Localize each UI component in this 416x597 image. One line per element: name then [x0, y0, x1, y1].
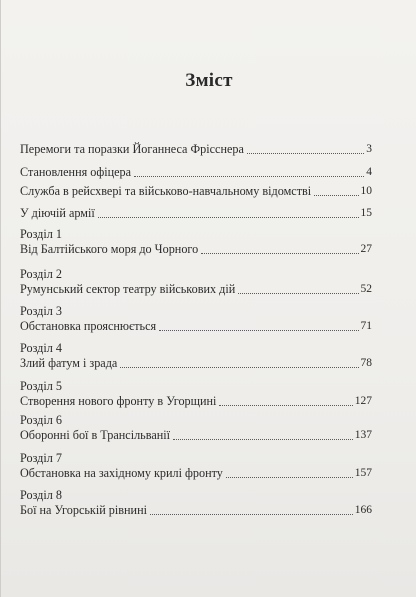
toc-entry — [20, 142, 372, 157]
toc-entry — [20, 341, 372, 371]
toc-entry-title: Бої на Угорській рівнині — [20, 503, 147, 517]
chapter-label: Розділ 8 — [20, 488, 62, 502]
leader-dots — [247, 152, 364, 154]
leader-dots — [226, 476, 353, 478]
chapter-label: Розділ 7 — [20, 451, 62, 465]
toc-entry — [20, 267, 372, 297]
toc-page-number: 166 — [354, 504, 372, 516]
chapter-label: Розділ 6 — [20, 413, 62, 427]
toc-entry — [20, 413, 372, 443]
toc-entry-title: Оборонні бої в Трансільванії — [20, 428, 171, 442]
leader-dots — [314, 194, 358, 196]
toc-page-number: 15 — [360, 207, 372, 219]
leader-dots — [150, 513, 353, 515]
toc-page-number: 3 — [366, 143, 372, 155]
toc-page-number: 157 — [354, 467, 372, 479]
toc-page-number: 78 — [360, 357, 372, 369]
chapter-label: Розділ 3 — [20, 304, 62, 318]
leader-dots — [238, 292, 358, 294]
leader-dots — [120, 366, 358, 368]
chapter-label: Розділ 5 — [20, 379, 62, 393]
toc-entry-title: Обстановка прояснюється — [20, 319, 157, 333]
chapter-label: Розділ 2 — [20, 267, 62, 281]
toc-page-number: 4 — [366, 166, 372, 178]
toc-entry — [20, 379, 372, 409]
leader-dots — [98, 216, 359, 218]
toc-entry-title: Від Балтійського моря до Чорного — [20, 242, 199, 256]
toc-entry-title: Перемоги та поразки Йоганнеса Фрісснера — [20, 142, 244, 156]
toc-page-number: 137 — [354, 429, 372, 441]
leader-dots — [173, 438, 353, 440]
toc-entry — [20, 184, 372, 199]
page-title: Зміст — [185, 70, 233, 91]
toc-entry-title: У діючій армії — [20, 206, 95, 220]
leader-dots — [159, 329, 358, 331]
toc-page-number: 27 — [360, 243, 372, 255]
toc-entry-title: Злий фатум і зрада — [20, 356, 118, 370]
leader-dots — [201, 252, 358, 254]
toc-entry-title: Румунський сектор театру військових дій — [20, 282, 236, 296]
toc-entry-title: Становлення офіцера — [20, 165, 132, 179]
toc-entry — [20, 206, 372, 221]
toc-page-number: 10 — [360, 185, 372, 197]
toc-entry-title: Обстановка на західному крилі фронту — [20, 466, 223, 480]
leader-dots — [219, 404, 352, 406]
toc-entry — [20, 304, 372, 334]
toc-page-number: 71 — [360, 320, 372, 332]
toc-entry — [20, 451, 372, 481]
toc-entry — [20, 488, 372, 518]
toc-entry — [20, 227, 372, 257]
chapter-label: Розділ 1 — [20, 227, 62, 241]
chapter-label: Розділ 4 — [20, 341, 62, 355]
toc-entry-title: Служба в рейсхвері та військово-навчальному відомстві — [20, 184, 312, 198]
toc-entry-title: Створення нового фронту в Угорщині — [20, 394, 217, 408]
toc-page-number: 127 — [354, 395, 372, 407]
toc-entry — [20, 165, 372, 180]
toc-page-number: 52 — [360, 283, 372, 295]
leader-dots — [134, 175, 364, 177]
